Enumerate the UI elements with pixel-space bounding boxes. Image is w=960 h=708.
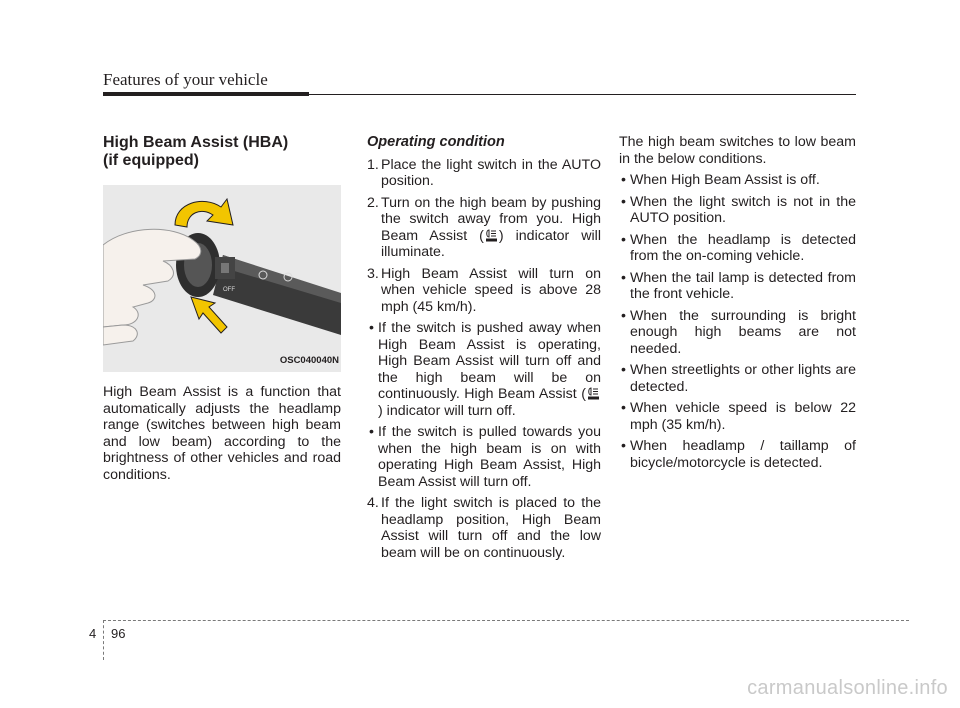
bullet-2-text: If the switch is pulled towards you when the high beam is on with operating High Beam Assist, High Beam Assist will turn off. [378, 424, 601, 490]
watermark: carmanualsonline.info [747, 677, 948, 699]
column-2 [367, 134, 601, 566]
bullet-marker: • [621, 231, 626, 248]
condition-text: When the light switch is not in the AUTO position. [630, 193, 856, 226]
step-1-number: 1. [367, 156, 379, 173]
bullet-push-away [367, 320, 601, 419]
bullet-marker: • [621, 172, 626, 188]
bullet-1-text-a: If the switch is pushed away when High Beam Assist is operating, High Beam Assist will turn off and the high beam will be on continuously. High Beam Assist ( [378, 320, 601, 402]
bullet-marker: • [621, 307, 626, 324]
hba-auto-icon [587, 387, 600, 400]
hand-on-light-switch-image [103, 185, 341, 372]
column-1 [103, 134, 341, 483]
condition-text: When the headlamp is detected from the on-coming vehicle. [630, 231, 856, 264]
condition-item [619, 438, 856, 471]
condition-text: When the tail lamp is detected from the front vehicle. [630, 269, 856, 302]
column-3 [619, 134, 856, 476]
condition-text: When streetlights or other lights are detected. [630, 362, 856, 395]
step-3-text: High Beam Assist will turn on when vehicle speed is above 28 mph (45 km/h). [381, 265, 601, 315]
section-heading-line1: High Beam Assist (HBA) [103, 134, 289, 151]
figure-code: OSC040040N [279, 354, 339, 366]
hba-auto-icon [485, 229, 498, 242]
bullet-marker: • [621, 400, 626, 416]
condition-item [619, 172, 856, 189]
condition-text: When vehicle speed is below 22 mph (35 km/h). [630, 400, 856, 433]
step-2-text-a: Turn on the high beam by pushing the switch away from you. High Beam Assist ( [381, 194, 601, 244]
condition-item [619, 232, 856, 265]
bullet-marker: • [369, 320, 374, 336]
footer-dashed-rule [103, 620, 909, 621]
section-heading [103, 134, 341, 170]
step-3-number: 3. [367, 265, 379, 282]
page-header-title: Features of your vehicle [103, 70, 268, 89]
step-2 [367, 195, 601, 261]
low-beam-conditions-list [619, 172, 856, 471]
condition-text: When High Beam Assist is off. [630, 172, 820, 188]
step-2-text-b: ) indicator will illuminate. [381, 227, 601, 260]
bullet-marker: • [621, 193, 626, 210]
operating-condition-heading: Operating condition [367, 134, 505, 150]
stalk-off-label: OFF [223, 287, 235, 293]
condition-text: When the surrounding is bright enough high beams are not needed. [630, 307, 856, 357]
step-2-number: 2. [367, 194, 379, 211]
condition-text: When headlamp / taillamp of bicycle/motorcycle is detected. [630, 438, 856, 471]
section-heading-line2: (if equipped) [103, 152, 199, 169]
bullet-pull-towards [367, 424, 601, 490]
stalk-illustration [103, 185, 341, 372]
step-4 [367, 495, 601, 561]
bullet-marker: • [621, 269, 626, 286]
condition-item [619, 194, 856, 227]
step-4-text: If the light switch is placed to the headlamp position, High Beam Assist will turn off and the low beam will be on continuously. [381, 495, 601, 561]
bullet-marker: • [621, 438, 626, 454]
hba-description: High Beam Assist is a function that automatically adjusts the headlamp range (switches between high beam and low beam) according to the brightness of other vehicles and road conditions. [103, 384, 341, 483]
bullet-marker: • [369, 424, 374, 440]
step-4-number: 4. [367, 495, 379, 511]
condition-item [619, 308, 856, 358]
footer-dashed-divider [103, 620, 104, 660]
condition-item [619, 362, 856, 395]
chapter-number: 4 [89, 626, 97, 641]
bullet-marker: • [621, 362, 626, 378]
header-rule-thin [309, 94, 856, 95]
step-1-text: Place the light switch in the AUTO position. [381, 156, 601, 189]
condition-item [619, 270, 856, 303]
bullet-1-text-b: ) indicator will turn off. [378, 402, 516, 419]
step-3 [367, 266, 601, 316]
step-1 [367, 157, 601, 190]
page-number: 96 [111, 626, 126, 641]
low-beam-intro: The high beam switches to low beam in the below conditions. [619, 134, 856, 167]
header-rule-thick [103, 92, 309, 96]
condition-item [619, 400, 856, 433]
